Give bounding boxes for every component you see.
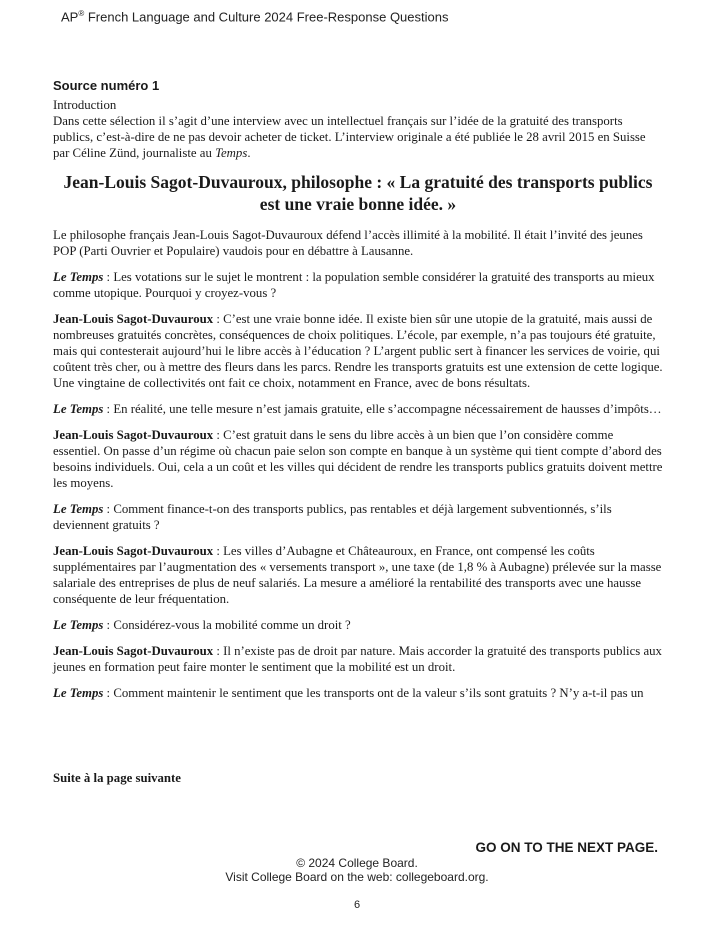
speaker-name: Le Temps bbox=[53, 618, 104, 632]
paragraph-text: : Comment finance-t-on des transports publics, pas rentables et déjà largement subventionnés, s’ils deviennent gratuits ? bbox=[53, 502, 612, 532]
continued-note: Suite à la page suivante bbox=[53, 771, 181, 785]
interview-paragraph bbox=[53, 501, 663, 533]
registered-mark: ® bbox=[78, 9, 85, 18]
page-number: 6 bbox=[353, 899, 361, 911]
visit-line: Visit College Board on the web: collegeboard.org. bbox=[225, 870, 489, 884]
speaker-name: Jean-Louis Sagot-Duvauroux bbox=[53, 428, 214, 442]
interview-paragraph bbox=[53, 685, 663, 701]
intro-text-main: Dans cette sélection il s’agit d’une interview avec un intellectuel français sur l’idée de la gratuité des transports publics, c’est-à-dire de ne pas devoir acheter de ticket. L’interview originale a été publiée le 28 avril 2015 en Suisse par Céline Zünd, journaliste au bbox=[53, 114, 646, 160]
paragraph-text: : Comment maintenir le sentiment que les transports ont de la valeur s’ils sont gratuits ? N’y a-t-il pas un bbox=[103, 686, 644, 700]
page-header bbox=[61, 9, 448, 24]
speaker-name: Le Temps bbox=[53, 402, 104, 416]
speaker-name: Jean-Louis Sagot-Duvauroux bbox=[53, 312, 214, 326]
intro-text-end: . bbox=[247, 146, 251, 160]
article-title: Jean-Louis Sagot-Duvauroux, philosophe : « La gratuité des transports publics est une vraie bonne idée. » bbox=[63, 172, 653, 214]
intro-publication: Temps bbox=[215, 146, 248, 160]
interview-paragraph bbox=[53, 269, 663, 301]
intro-label: Introduction bbox=[53, 98, 117, 112]
interview-paragraph bbox=[53, 617, 663, 633]
page-footer bbox=[0, 856, 714, 884]
paragraph-text: : C’est une vraie bonne idée. Il existe bien sûr une utopie de la gratuité, mais aussi de nombreuses gratuités concrètes, conséquences de choix politiques. L’école, par exemple, n’a pas toujours été gratuite, mais qui contesterait aujourd’hui le libre accès à l’éducation ? L’argent public sert à financer les services de voirie, qui coûtent très cher, ou à mettre des fleurs dans les parcs. Rendre les transports gratuits est une extension de cette logique. Une vingtaine de collectivités ont fait ce choix, notamment en France, avec de bons résultats. bbox=[53, 312, 663, 390]
article-lead: Le philosophe français Jean-Louis Sagot-Duvauroux défend l’accès illimité à la mobilité. Il était l’invité des jeunes POP (Parti Ouvrier et Populaire) vaudois pour en débattre à Lausanne. bbox=[53, 228, 643, 258]
paragraph-text: : Les villes d’Aubagne et Châteauroux, en France, ont compensé les coûts supplémentaires par l’augmentation des « versements transport », une taxe (de 1,8 % à Aubagne) prélevée sur la masse salariale des entreprises de plus de neuf salariés. La mesure a amélioré la rentabilité des transports avec une hausse conséquente de leur fréquentation. bbox=[53, 544, 662, 606]
speaker-name: Jean-Louis Sagot-Duvauroux bbox=[53, 644, 214, 658]
paragraph-text: : Les votations sur le sujet le montrent : la population semble considérer la gratuité des transports au mieux comme utopique. Pourquoi y croyez-vous ? bbox=[53, 270, 655, 300]
paragraph-text: : En réalité, une telle mesure n’est jamais gratuite, elle s’accompagne nécessairement de hausses d’impôts… bbox=[103, 402, 662, 416]
speaker-name: Le Temps bbox=[53, 502, 104, 516]
header-title: French Language and Culture 2024 Free-Response Questions bbox=[84, 9, 449, 25]
copyright-line: © 2024 College Board. bbox=[296, 856, 418, 870]
paragraph-text: : Considérez-vous la mobilité comme un droit ? bbox=[103, 618, 351, 632]
speaker-name: Le Temps bbox=[53, 270, 104, 284]
interview-paragraph bbox=[53, 427, 663, 491]
document-body bbox=[53, 78, 663, 711]
paragraph-text: : C’est gratuit dans le sens du libre accès à un bien que l’on considère comme essentiel. On passe d’un régime où chacun paie selon son compte en banque à un système qui tient compte d’abord des besoins individuels. Oui, cela a un coût et les villes qui décident de rendre les transports publics gratuits doivent mettre les moyens. bbox=[53, 428, 663, 490]
intro-text bbox=[53, 113, 663, 161]
source-label: Source numéro 1 bbox=[53, 78, 160, 93]
interview-paragraph bbox=[53, 311, 663, 391]
speaker-name: Le Temps bbox=[53, 686, 104, 700]
header-ap: AP bbox=[61, 9, 79, 25]
interview-paragraph bbox=[53, 643, 663, 675]
go-next-page: GO ON TO THE NEXT PAGE. bbox=[475, 840, 658, 855]
speaker-name: Jean-Louis Sagot-Duvauroux bbox=[53, 544, 214, 558]
paragraph-text: : Il n’existe pas de droit par nature. Mais accorder la gratuité des transports publics aux jeunes en formation peut faire monter le sentiment que la mobilité est un droit. bbox=[53, 644, 662, 674]
interview-paragraph bbox=[53, 401, 663, 417]
interview-paragraph bbox=[53, 543, 663, 607]
